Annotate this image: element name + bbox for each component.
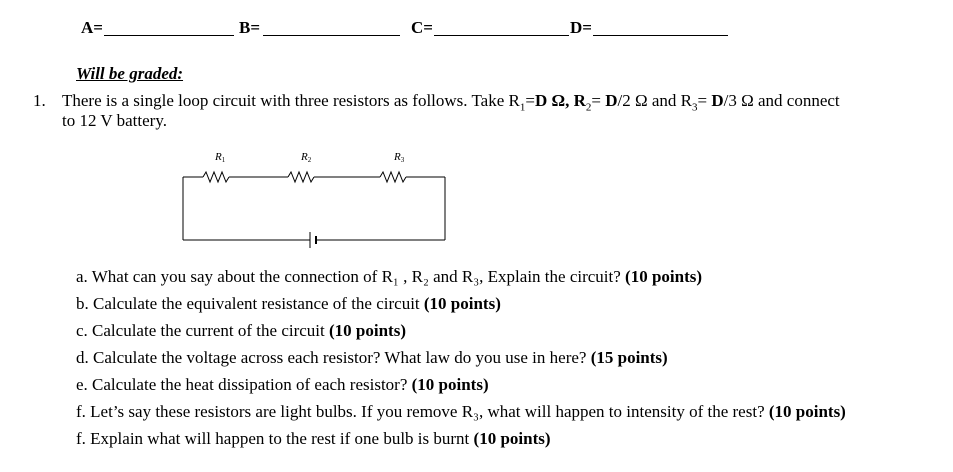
problem-line-2: to 12 V battery. [62, 111, 167, 130]
question-f-2: f. Explain what will happen to the rest if one bulb is burnt (10 points) [76, 429, 551, 448]
question-e: e. Calculate the heat dissipation of each resistor? (10 points) [76, 375, 489, 394]
resistor-label-r3: R3 [394, 151, 405, 164]
question-f: f. Let’s say these resistors are light bulbs. If you remove R₃, what will happen to intensity of the rest? (10 points) [76, 402, 846, 421]
question-d: d. Calculate the voltage across each resistor? What law do you use in here? (15 points) [76, 348, 668, 367]
resistor-r3 [380, 172, 406, 182]
blank-d-label: D= [570, 18, 592, 37]
problem-line-1: There is a single loop circuit with three resistors as follows. Take $R_1=D$ Ω, $R_2= D/2$ Ω and $R_3= D/3$ Ω and connect [62, 91, 840, 114]
resistor-label-r2: R2 [301, 151, 312, 164]
question-a: a. What can you say about the connection of R₁ , R₂ and R₃, Explain the circuit? (10 points) [76, 267, 703, 286]
blank-a-label: A= [81, 18, 103, 37]
blank-c-label: C= [411, 18, 433, 37]
resistor-r1 [203, 172, 229, 182]
section-title: Will be graded: [76, 64, 184, 83]
question-c: c. Calculate the current of the circuit (10 points) [76, 321, 406, 340]
question-b: b. Calculate the equivalent resistance of the circuit (10 points) [76, 294, 501, 313]
problem-number: 1. [33, 91, 46, 110]
blank-b-label: B= [239, 18, 261, 37]
resistor-label-r1: R1 [215, 151, 226, 164]
resistor-r2 [288, 172, 314, 182]
